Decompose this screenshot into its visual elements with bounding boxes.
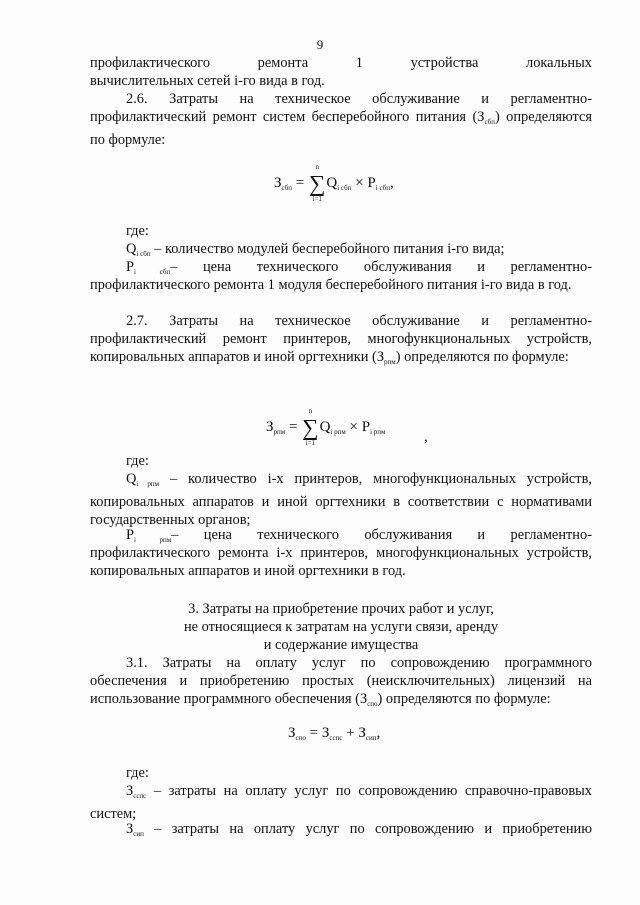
- def-text-line-1: цена технического обслуживания и регламентно-: [202, 259, 592, 275]
- formula-term-1: З: [321, 725, 330, 741]
- def-text: – количество модулей бесперебойного питания i-го вида;: [154, 241, 505, 257]
- where-label-2-6: где:: [126, 223, 149, 239]
- formula-equals: =: [295, 174, 305, 191]
- formula-lhs: З: [288, 725, 296, 741]
- paragraph-2-6: [90, 90, 592, 149]
- def-symbol-sub: i сбп: [134, 268, 171, 276]
- paragraph-2-7-text: 2.7. Затраты на техническое обслуживание и регламентно-профилактический ремонт принтеров, многофункциональных устройств, копировальных аппаратов и иной оргтехники (З: [90, 313, 592, 365]
- formula-p-sub: i рпм: [370, 427, 386, 436]
- formula-plus: +: [346, 725, 355, 741]
- formula-2-6: [274, 163, 394, 203]
- formula-lhs-sub: сбп: [281, 183, 293, 192]
- formula-term-2-sub: сип: [365, 734, 377, 742]
- formula-lhs: З: [274, 174, 282, 191]
- definition-q-rpm: [90, 470, 592, 529]
- section-3-heading-line-3: и содержание имущества: [263, 637, 419, 653]
- def-symbol: Q: [126, 241, 137, 257]
- formula-lhs: З: [266, 418, 274, 435]
- def-text: – количество i-х принтеров, многофункциональных устройств, копировальных аппаратов и иной оргтехники в соответствии с нормативами государственных органов;: [90, 471, 592, 528]
- formula-p-sub: i сбп: [375, 183, 390, 192]
- formula-q-sub: i сбп: [337, 183, 352, 192]
- def-text-line-1: цена технического обслуживания и регламентно-: [203, 527, 592, 543]
- definition-p-rpm-rest: профилактического ремонта i-х принтеров, многофункциональных устройств, копировальных аппаратов и иной оргтехники в год.: [90, 545, 592, 579]
- def-dash: –: [171, 527, 179, 543]
- def-symbol-sub: i рпм: [134, 536, 172, 544]
- def-symbol: P: [126, 527, 135, 543]
- section-3-heading-line-1: 3. Затраты на приобретение прочих работ и услуг,: [188, 601, 494, 617]
- formula-lhs-sub: рпм: [273, 427, 286, 436]
- formula-term-1-sub: сспс: [329, 734, 343, 742]
- formula-comma: ,: [376, 725, 381, 741]
- def-symbol: З: [126, 783, 134, 799]
- sum-lower-limit: i=1: [305, 439, 316, 447]
- def-symbol: З: [126, 821, 134, 837]
- paragraph-2-7: [90, 312, 592, 371]
- formula-lhs-sub: спо: [295, 734, 306, 742]
- def-text: – затраты на оплату услуг по сопровождению и приобретению: [154, 821, 592, 837]
- sum-sign: ∑ n i=1: [302, 407, 319, 447]
- definition-z-sip: [90, 820, 592, 843]
- sum-upper-limit: n: [315, 163, 319, 171]
- section-3-heading: [90, 600, 592, 654]
- intro-line-2: вычислительных сетей i-го вида в год.: [90, 73, 325, 89]
- formula-equals: =: [288, 418, 298, 435]
- where-label-3-1: где:: [126, 765, 149, 781]
- formula-q: Q: [326, 174, 338, 191]
- sum-upper-limit: n: [308, 407, 313, 415]
- formula-term-2: З: [358, 725, 366, 741]
- paragraph-3-1-text-end: ) определяются по формуле:: [377, 691, 551, 707]
- symbol-subscript: спо: [367, 700, 378, 708]
- intro-line-1: профилактического ремонта 1 устройства локальных: [90, 55, 592, 71]
- definition-p-sbp-rest: профилактического ремонта 1 модуля бесперебойного питания i-го вида в год.: [90, 277, 572, 293]
- def-symbol-sub: i сбп: [136, 250, 151, 258]
- def-symbol-sub: сип: [133, 830, 144, 838]
- formula-p: P: [367, 174, 376, 191]
- paragraph-2-6-text: 2.6. Затраты на техническое обслуживание и регламентно-профилактический ремонт систем бесперебойного питания (З: [90, 91, 592, 125]
- def-dash: –: [170, 259, 178, 275]
- symbol-subscript: сбп: [484, 118, 495, 126]
- paragraph-2-7-text-end: ) определяются по формуле:: [395, 349, 569, 365]
- def-symbol-sub: i рпм: [136, 480, 160, 488]
- formula-times: ×: [355, 174, 364, 191]
- symbol-subscript: рпм: [384, 358, 396, 366]
- formula-p: P: [361, 418, 371, 435]
- definition-z-sspc: [90, 782, 592, 823]
- formula-q: Q: [319, 418, 331, 435]
- formula-comma: ,: [389, 174, 394, 191]
- section-3-heading-line-2: не относящиеся к затратам на услуги связи, аренду: [183, 619, 499, 635]
- formula-q-sub: i рпм: [330, 427, 346, 436]
- sum-lower-limit: i=1: [312, 195, 322, 203]
- def-symbol-sub: сспс: [133, 792, 147, 800]
- paragraph-2-6-text-end: ) определяются по формуле:: [90, 109, 592, 148]
- paragraph-3-1-text: 3.1. Затраты на оплату услуг по сопровождению программного обеспечения и приобретению простых (неисключительных) лицензий на использование программного обеспечения (З: [90, 655, 592, 707]
- def-symbol: P: [126, 259, 135, 275]
- sum-sign: ∑ n i=1: [308, 163, 326, 203]
- def-text: – затраты на оплату услуг по сопровождению справочно-правовых систем;: [90, 783, 592, 822]
- formula-2-7: [266, 407, 386, 447]
- paragraph-3-1: [90, 654, 592, 713]
- formula-3-1: [288, 724, 380, 747]
- def-symbol: Q: [126, 471, 137, 487]
- where-label-2-7: где:: [126, 453, 149, 469]
- formula-times: ×: [349, 418, 359, 435]
- formula-2-7-comma: ,: [424, 429, 428, 445]
- page-number: 9: [316, 37, 324, 52]
- formula-equals: =: [309, 725, 319, 741]
